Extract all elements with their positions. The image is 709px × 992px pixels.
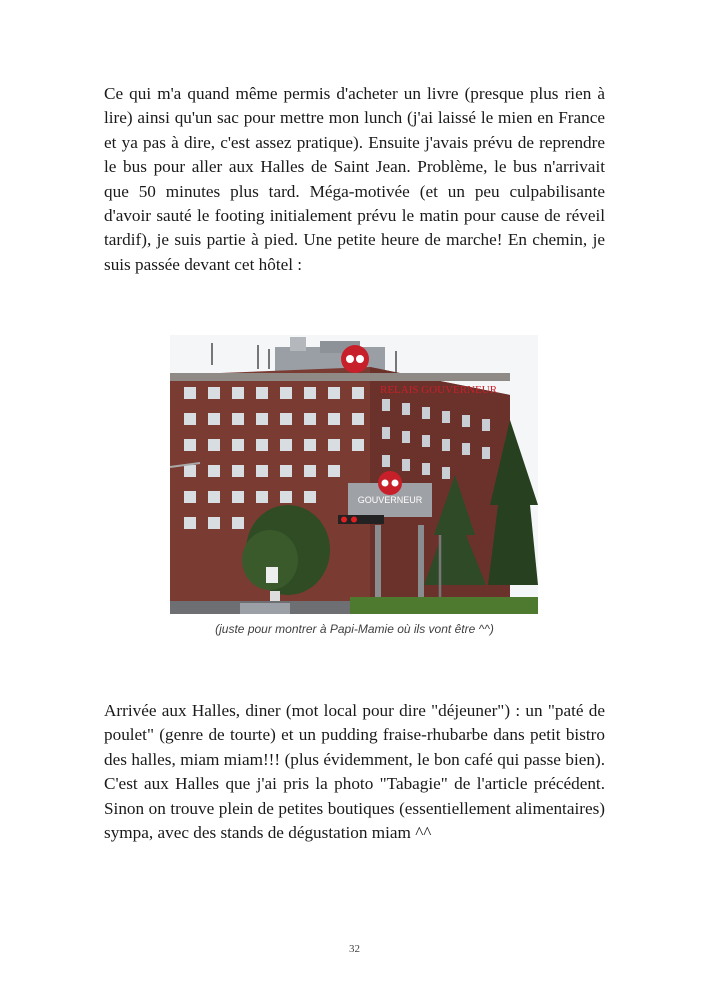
page-number: 32 bbox=[349, 943, 360, 955]
street-sign-text: GOUVERNEUR bbox=[357, 495, 423, 505]
paragraph-halles: Arrivée aux Halles, diner (mot local pour dire "déjeuner") : un "paté de poulet" (genre de tourte) et un pudding fraise-rhubarbe dans petit bistro des halles, miam miam!!! (plus évidemment, le bon café qui passe bien). C'est aux Halles que j'ai pris la photo "Tabagie" de l'article précédent. Sinon on trouve plein de petites boutiques (essentiellement alimentaires) sympa, avec des stands de dégustation miam ^^ bbox=[104, 701, 605, 843]
roof-sign-text: RELAIS GOUVERNEUR bbox=[380, 384, 498, 396]
photo-caption: (juste pour montrer à Papi-Mamie où ils vont être ^^) bbox=[215, 622, 494, 636]
hotel-photo bbox=[170, 335, 538, 614]
paragraph-intro: Ce qui m'a quand même permis d'acheter un livre (presque plus rien à lire) ainsi qu'un sac pour mettre mon lunch (j'ai laissé le mien en France et ya pas à dire, c'est assez pratique). Ensuite j'avais prévu de reprendre le bus pour aller aux Halles de Saint Jean. Problème, le bus n'arrivait que 50 minutes plus tard. Méga-motivée (et un peu culpabilisante d'avoir sauté le footing initialement prévu le matin pour cause de réveil tardif), je suis partie à pied. Une petite heure de marche! En chemin, je suis passée devant cet hôtel : bbox=[104, 84, 605, 274]
